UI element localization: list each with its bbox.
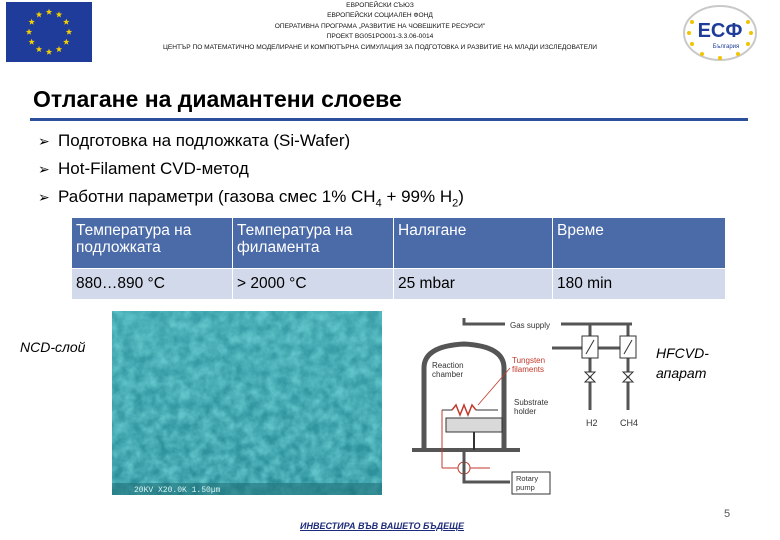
eu-star-icon bbox=[28, 19, 34, 25]
table-cell: 25 mbar bbox=[394, 269, 553, 300]
bullet-text-part: Работни параметри (газова смес 1% CH bbox=[58, 187, 376, 206]
title-divider bbox=[30, 118, 748, 121]
eu-star-icon bbox=[63, 19, 69, 25]
sem-micrograph-image bbox=[112, 311, 382, 495]
bullet-item bbox=[38, 183, 464, 217]
bullet-item bbox=[38, 155, 464, 183]
reaction-chamber-label: Reaction chamber bbox=[432, 361, 464, 379]
eu-star-icon bbox=[36, 11, 42, 17]
table-header-row bbox=[72, 218, 726, 269]
table-header-cell: Време bbox=[553, 218, 726, 269]
footer-slogan: ИНВЕСТИРА ВЪВ ВАШЕТО БЪДЕЩЕ bbox=[300, 521, 465, 531]
page-number: 5 bbox=[724, 508, 731, 520]
header-line: ЕВРОПЕЙСКИ СЪЮЗ bbox=[346, 2, 414, 9]
esf-logo bbox=[678, 2, 762, 64]
parameters-table bbox=[72, 218, 726, 299]
eu-flag-logo bbox=[6, 2, 92, 62]
table-cell: 880…890 °C bbox=[72, 269, 233, 300]
arrow-bullet-icon: ➢ bbox=[38, 133, 50, 149]
table-cell: 180 min bbox=[553, 269, 726, 300]
eu-star-icon bbox=[46, 49, 52, 55]
header-line: ЕВРОПЕЙСКИ СОЦИАЛЕН ФОНД bbox=[327, 12, 433, 20]
hfcvd-apparatus-diagram bbox=[402, 310, 650, 510]
eu-star-icon bbox=[36, 46, 42, 52]
eu-stars-icon bbox=[6, 2, 92, 62]
bullet-item bbox=[38, 127, 464, 155]
table-row bbox=[72, 269, 726, 300]
eu-star-icon bbox=[63, 39, 69, 45]
subscript: 2 bbox=[452, 197, 459, 210]
substrate-holder-label: Substrate holder bbox=[514, 398, 549, 416]
tungsten-filaments-label: Tungsten filaments bbox=[512, 356, 546, 374]
bullet-text: Подготовка на подложката (Si-Wafer) bbox=[58, 131, 351, 150]
bullet-text-part: ) bbox=[458, 187, 464, 206]
arrow-bullet-icon: ➢ bbox=[38, 189, 50, 205]
header-line: ЦЕНТЪР ПО МАТЕМАТИЧНО МОДЕЛИРАНЕ И КОМПЮТЪРНА СИМУЛАЦИЯ ЗА ПОДГОТОВКА И РАЗВИТИЕ НА МЛАДИ ИЗСЛЕДОВАТЕЛИ bbox=[162, 43, 598, 51]
eu-star-icon bbox=[56, 46, 62, 52]
eu-star-icon bbox=[46, 9, 52, 15]
micrograph-caption: 20KV X20.0K 1.50µm bbox=[134, 486, 221, 495]
slide-title: Отлагане на диамантени слоеве bbox=[33, 86, 402, 112]
esf-logo-sub: България bbox=[712, 44, 740, 50]
hfcvd-label-line: HFCVD- bbox=[656, 345, 709, 361]
eu-star-icon bbox=[56, 11, 62, 17]
bullet-list bbox=[38, 127, 464, 217]
h2-label: H2 bbox=[586, 418, 598, 428]
eu-star-icon bbox=[26, 29, 32, 35]
ncd-layer-label: NCD-слой bbox=[20, 339, 86, 355]
eu-star-icon bbox=[28, 39, 34, 45]
hfcvd-apparatus-label bbox=[656, 343, 709, 383]
ch4-label: CH4 bbox=[620, 418, 639, 428]
table-cell: > 2000 °C bbox=[233, 269, 394, 300]
rotary-pump-label: Rotary pump bbox=[516, 474, 539, 492]
esf-logo-text: ЕСФ bbox=[697, 20, 743, 42]
header-line: ОПЕРАТИВНА ПРОГРАМА „РАЗВИТИЕ НА ЧОВЕШКИТЕ РЕСУРСИ" bbox=[274, 22, 486, 30]
eu-star-icon bbox=[66, 29, 72, 35]
arrow-bullet-icon: ➢ bbox=[38, 161, 50, 177]
bullet-text-part: + 99% H bbox=[381, 187, 453, 206]
header-text bbox=[100, 1, 660, 53]
header-line: ПРОЕКТ BG051PO001-3.3.06-0014 bbox=[326, 33, 434, 41]
bullet-text: Hot-Filament CVD-метод bbox=[58, 159, 249, 178]
gas-supply-label: Gas supply bbox=[510, 321, 551, 330]
subscript: 4 bbox=[375, 197, 382, 210]
table-header-cell: Температура на подложката bbox=[72, 218, 233, 269]
bullet-text bbox=[58, 183, 464, 217]
table-header-cell: Налягане bbox=[394, 218, 553, 269]
hfcvd-label-line: апарат bbox=[656, 365, 707, 381]
table-header-cell: Температура на филамента bbox=[233, 218, 394, 269]
